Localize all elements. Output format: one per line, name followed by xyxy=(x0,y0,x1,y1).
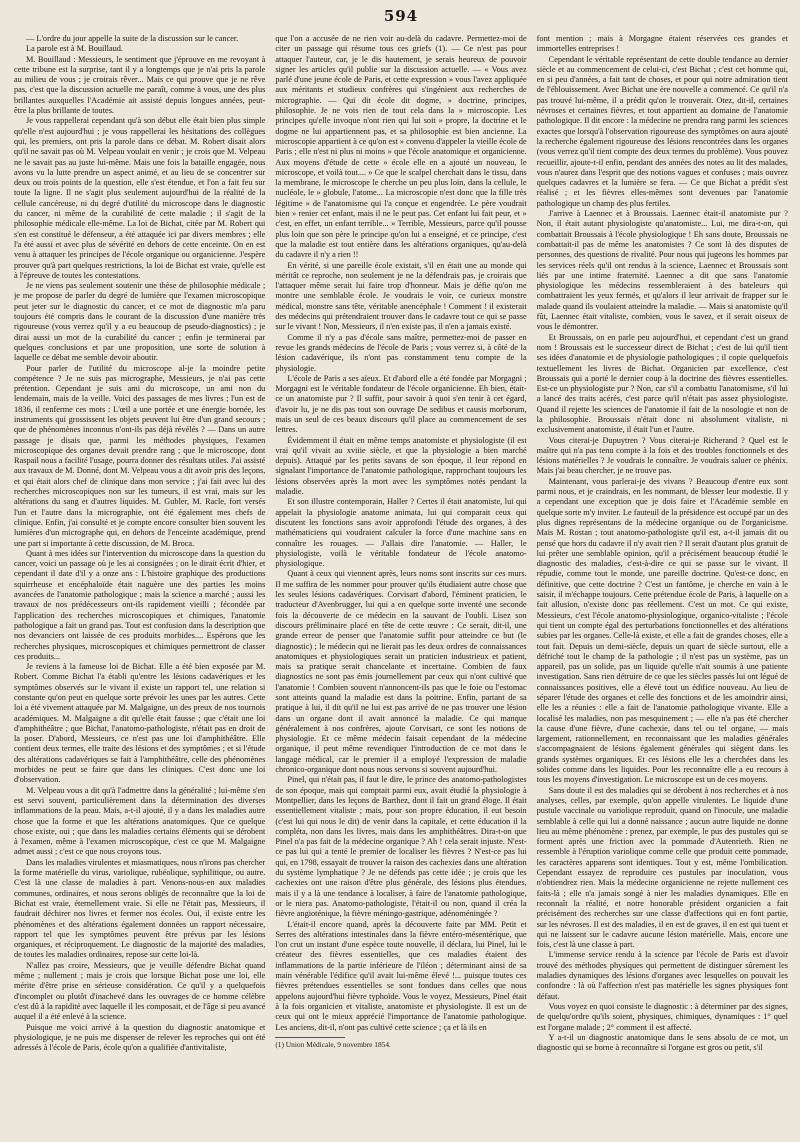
column-left xyxy=(14,34,265,1129)
paragraph: Maintenant, vous parlerai-je des vivans ? Beaucoup d'entre eux sont parmi nous, et je craindrais, en les nommant, de blesser leur modestie. Il y a cependant une exception que je dois faire et l'Académie semble en quelque sorte m'y inviter. Le fauteuil de la présidence est occupé par un des plus dignes représentans de la médecine organique ou de l'organicisme. Mais M. Rostan ; tout anatomo-pathologiste qu'il est, a-t-il jamais dit ou pensé que hors du cadavre il n'y avait rien ? Il serait d'autant plus gratuit de lui prêter une semblable opinion, qu'il a précisément beaucoup étudié le diagnostic des maladies, c'est-à-dire ce qui se passe sur le vivant. Il répudie, comme tout le monde, une pareille doctrine. Qu'est-ce donc, en définitive, que cette doctrine ? C'est un fantôme, je cherche en vain à le saisir, il m'échappe toujours. Cette prétendue école de Paris, à laquelle on a fait allusion, n'existe donc pas réellement. C'est un mot. Ce qui existe, Messieurs, c'est l'école anatomo-physiologique, organico-vitaliste ; l'école qui tient un compte égal des perturbations fonctionnelles et des altérations subies par les organes. Celle-là existe, et elle a fait de grandes choses, elle a tout fait. Depuis un demi-siècle, depuis un quart de siècle surtout, elle a défriché tout le champ de la pathologie ; il n'est pas un système, pas un appareil, pas un solide, pas un liquide qu'elle n'ait soumis à une patiente investigation. Sans rien détruire de ce que les siècles passés lui ont légué de connaissances positives, elle a élevé tout un édifice nouveau. Au lieu de séparer l'étude des organes et celle des fonctions et de les amoindrir ainsi, elle les a réunies : elle a fait de l'anatomie pathologique vivante. Elle a localisé les maladies, non pas mesquinement ; — elle n'a pas été chercher la cause d'une fièvre, d'une cachexie, dans tel ou tel organe, — mais largement, rationnellement, en reconnaissant que les maladies générales s'accompagnaient de lésions également générales qui siègent dans les grands systèmes organiques. Et ces lésions elle les a cherchées dans les solides comme dans les liquides. Pour les reconnaître elle a eu recours à tous les moyens d'investigation. Le microscope est un de ces moyens. xyxy=(536,476,788,785)
footnote-rule xyxy=(275,1037,345,1038)
paragraph: Y a-t-il un diagnostic anatomique dans le sens absolu de ce mot, un diagnostic qui se borne à reconnaître si l'organe est gros ou petit, s'il xyxy=(536,1032,788,1053)
paragraph: Puisque me voici arrivé à la question du diagnostic anatomique et physiologique, je ne puis me dispenser de relever les reproches qui ont été adressés à l'école de Paris, école qu'on a qualifiée d'antivitaliste, xyxy=(14,1022,266,1053)
paragraph: Et son illustre contemporain, Haller ? Certes il était anatomiste, lui qui appelait la physiologie anatome animata, lui qui comparait ceux qui discutent les fonctions sans avoir approfondi l'étude des organes, à des mathématiciens qui voudraient calculer la force d'une machine sans en connaître les rouages. — J'allais dire l'anatomie. — Haller, le physiologiste, voilà le véritable fondateur de l'école anatomo-physiologique. xyxy=(275,497,527,569)
paragraph: N'allez pas croire, Messieurs, que je veuille défendre Bichat quand même ; nullement ; mais je crois que lorsque Bichat pose une loi, elle mérite d'être prise en sérieuse considération. Ce qu'il y a quelquefois d'incomplet ou plutôt d'inachevé dans les ouvrages de ce homme célèbre c'est dû à la rapidité avec laquelle il les composait, et de l'âge si peu avancé auquel il a été enlevé à la science. xyxy=(14,960,266,1022)
paragraph: J'arrive à Laennec et à Broussais. Laennec était-il anatomiste pur ? Non, il était autant physiologiste qu'anatomiste... Lui, me dira-t-on, qui combattait Broussais à l'école physiologique ! Eh sans doute, Broussais ne combattait-il pas de même les anatomistes ? Ce sont là des disputes de personnes, des questions de rivalité. Pour nous qui jugeons les hommes par les services réels qu'il ont rendus à la science, Laennec et Broussais sont liés par une intime fraternité. Laennec a dit que sans l'anatomie physiologique les médecins ressembleraient à des bateleurs qui combattraient les yeux fermés, et qu'alors il leur arrivait de frapper sur le malade quand ils voulaient atteindre la maladie. — Mais si anatomiste qu'il fût, Laennec était vitaliste, combien, vous le savez, et il serait oiseux de vous le démontrer. xyxy=(536,209,788,332)
paragraph: L'école de Paris a ses aïeux. Et d'abord elle a été fondée par Morgagni ; Morgagni est le véritable fondateur de l'école organicienne. Eh bien, était-ce un anatomiste pur ? Il suffit, pour savoir à quoi s'en tenir à cet égard, d'avoir lu, je ne dis pas tout son ouvrage De sedibus et causis morborum, mais un seul de ces beaux discours qu'il place au commencement de ses lettres. xyxy=(275,373,527,435)
paragraph: Pinel, qui n'était pas, il faut le dire, le prince des anatomo-pathologistes de son époque, mais qui comptait parmi eux, avait étudié la physiologie à Montpellier, dans les leçons de Barthez, dont il fait un grand éloge. Il était essentiellement vitaliste ; mais, pour son propre éducation, il eut besoin (c'est lui qui nous le dit) de venir dans la capitale, et cette éducation il la compléta, non dans les livres, mais dans les amphithéâtres. Dira-t-on que Pinel n'a pas fait de la médecine organique ? Ah ! cela serait injuste. N'est-ce pas lui qui a tenté le premier de localiser les fièvres ? N'est-ce pas lui qui, en 1798, essayait de trouver la raison des cachexies dans une altération du système lymphatique ? Je ne défends pas cette idée ; je crois que les cachexies ont une raison d'être plus générale, des lésions plus étendues, mais il y a là une tendance à localiser, à faire de l'anatomie pathologique, or le niera pas. Anatomo-pathologiste, l'était-il ou non, quand il créa la fièvre angioténique, la fièvre méningo-gastrique, adénoméningée ? xyxy=(275,775,527,919)
paragraph: Sans doute il est des maladies qui se dérobent à nos recherches et à nos analyses, celles, par exemple, qu'on appelle virulentes. Le liquide d'une pustule vaccinale ou variolique reproduit, quand on l'inocule, une maladie semblable à celle qui lui a donné naissance ; aucun autre liquide ne donne lieu au même phénomène : prenez, par exemple, le pus des pustules qui se forment après une friction avec la pommade d'Autenrieth. Rien ne ressemble à l'éruption variolique comme celle que produit cette pommade, les caractères apparens sont identiques. Tout y est, même l'ombilication. Cependant essayez de reproduire ces pustules par inoculation, vous n'obtiendrez rien. Mais la médecine organicienne ne rejette nullement ces faits-là ; elle n'a jamais songé à nier les maladies dynamiques. Elle en reconnaît la réalité, et notre honorable président organicien a fait précisément des recherches sur une classe d'affections qui en font partie, sur les névroses. Il est des maladies, il en est de graves, il en est qui tuent et qui ne laissent sur le cadavre aucune lésion matérielle. Mais, encore une fois, c'est là une classe à part. xyxy=(536,785,788,950)
paragraph: En vérité, si une pareille école existait, s'il en était une au monde qui méritât ce reproche, non seulement je ne la défendrais pas, je croirais que l'attaquer même serait lui faire trop d'honneur. Mais je défie qu'on me montre une semblable école. Je voudrais le voir, ce curieux monstre médical, monstre sans tête, véritable anencéphale ! Comment ! il existerait des médecins qui prétendraient trouver dans le cadavre tout ce qui se passe sur le vivant ! Non, Messieurs, il n'en existe pas, il n'en a jamais existé. xyxy=(275,260,527,332)
paragraph: Évidemment il était en même temps anatomiste et physiologiste (il est vrai qu'il vivait au xviiie siècle, et que la physiologie a bien marché depuis). Attaqué par les petits savans de son époque, il leur répond en signalant l'importance de l'anatomie pathologique, rapprochant toujours les lésions observées après la mort avec les symptômes notés pendant la maladie. xyxy=(275,435,527,497)
paragraph: font mention ; mais à Morgagne étaient réservées ces grandes et immortelles entreprises ! xyxy=(536,34,788,54)
paragraph: L'était-il encore quand, après la découverte faite par MM. Petit et Serres des altérations intestinales dans la fièvre entéro-mésentérique, que l'on crut un instant d'une espèce toute nouvelle, il déclara, lui Pinel, lui le créateur des fièvres essentielles, que ces maladies étaient des inflammations de la partie inférieure de l'iléon ; déterminant ainsi de sa main vénérable l'édifice qu'il avait lui-même élevé !... puisque toutes ces fièvres prétendues essentielles se sont fondues dans celles que nous appelons aujourd'hui fièvre typhoïde. Vous le voyez, Messieurs, Pinel était à la fois organicien et vitaliste, anatomiste et physiologiste. Il est un de ceux qui ont le mieux apprécié l'importance de l'anatomie pathologique. Les anciens, dit-il, n'ont pas cultivé cette science ; ça et là ils en xyxy=(275,919,527,1032)
paragraph: Vous citerai-je Dupuytren ? Vous citerai-je Richerand ? Quel est le maître qui n'a pas tenu compte à la fois et des troubles fonctionnels et des lésions matérielles ? Je voudrais le connaître. Je voudrais saluer ce phénix. Mais j'ai beau chercher, je ne trouve pas. xyxy=(536,435,788,476)
paragraph: Quant à ceux qui viennent après, leurs noms sont inscrits sur ces murs. Il me suffira de les nommer pour prouver qu'ils étudiaient autre chose que les seules lésions cadavériques. Corvisart d'abord, l'éminent praticien, le traducteur d'Avenbrugger, lui qui a en quelque sorte inventé une seconde fois la découverte de ce médecin en la sauvant de l'oubli. Lisez son discours préliminaire placé en tête de cette œuvre : Ce serait, dit-il, une grande erreur de penser que l'anatomie suffit pour atteindre ce but (le diagnostic) ; le médecin qui ne lierait pas les deux ordres de connaissances anatomiques et physiologiques serait un praticien industrieux et patient, mais sa pratique serait chancelante et incertaine. Combien de faux diagnostics ne sont pas émis journellement par ceux qui n'ont cultivé que l'anatomie ! Combien souvent n'annoncent-ils pas que le foie ou l'estomac sont atteints quand la maladie est dans la poitrine. Enfin, partant de sa pratique à lui, il dit qu'il ne lui est pas arrivé de ne pas trouver une lésion dans un organe dont il avait annoncé la maladie. Ce qui manque généralement à nos confrères, ajoute Corvisart, ce sont les notions de physiologie. Et ce même médecin faisait cependant de la médecine organique, il peut même revendiquer l'introduction de ce mot dans le langage médical, car le premier il a employé l'expression de maladie chronico-organique dont nous nous servons si souvent aujourd'hui. xyxy=(275,569,527,775)
paragraph: Comme il n'y a pas d'école sans maître, permettez-moi de passer en revue les grands médecins de l'école de Paris ; vous verrez si, à côté de la lésion cadavérique, ils n'ont pas constamment tenu compte de la physiologie. xyxy=(275,332,527,373)
column-right xyxy=(537,34,788,1129)
paragraph: — L'ordre du jour appelle la suite de la discussion sur le cancer. xyxy=(26,34,239,43)
paragraph: L'immense service rendu à la science par l'école de Paris est d'avoir trouvé des méthodes physiques qui permettent de distinguer sûrement les maladies dynamiques des lésions d'organes avec lesquelles on pouvait les confondre : là où l'affection n'est pas matérielle les signes physiques font défaut. xyxy=(536,950,788,1001)
footnote: (1) Union Médicale, 9 novembre 1854. xyxy=(275,1039,391,1049)
text-columns xyxy=(14,34,788,1129)
column-middle xyxy=(275,34,526,1129)
paragraph: La parole est à M. Bouillaud. xyxy=(26,44,124,54)
paragraph: Je ne viens pas seulement soutenir une thèse de philosophie médicale ; je me propose de parler du degré de lumière que l'examen microscopique peut jeter sur le diagnostic du cancer, et ce mot de diagnostic m'a paru toujours été compris dans le courant de la discussion d'une manière très rigoureuse (vous verrez qu'il y a eu beaucoup de pseudo-diagnostics) ; je dirai aussi un mot de la curabilité du cancer ; enfin je terminerai par quelques conclusions et par une proposition, une sorte de solution à laquelle ce débat me semble devoir aboutir. xyxy=(14,281,266,363)
paragraph: Je vous rappellerai cependant qu'à son début elle était bien plus simple qu'elle n'est aujourd'hui ; je vous rappellerai les hésitations des collègues qui, les premiers, ont pris la parole dans ce débat. M. Robert disait alors qu'il ne savait pas où M. Velpeau voulait en venir ; je crois que M. Velpeau ne le savait pas au juste lui-même. Mais une fois la bataille engagée, nous avons vu la lutte prendre un aspect animé, et au lieu de se concentrer sur deux ou trois points de la question, elle s'est étendue, et l'on a fait feu sur toute la ligne. Il ne s'agit plus seulement aujourd'hui de la réalité de la cellule cancéreuse, ni du degré d'utilité du microscope dans le diagnostic du cancer, ni même de la curabilité de cette maladie ; il s'agit de la philosophie médicale elle-même. La loi de Bichat, citée par M. Robert qui s'en est constitué le défenseur, a été attaquée ici par divers membres ; elle l'a été aussi et avec plus de sévérité en dehors de cette enceinte. On en est venu à attaquer les principes de l'école organique ou organicienne. J'espère prouver qu'à part quelques restrictions, la loi de Bichat est vraie, qu'elle est à l'épreuve de toutes les contestations. xyxy=(14,116,266,280)
page-number: 594 xyxy=(383,7,419,25)
paragraph: M. Velpeau vous a dit qu'à l'admettre dans la généralité ; lui-même s'en est servi souvent, particulièrement dans la détermination des diverses inflammations de la peau. Mais, a-t-il ajouté, il y a dans les maladies autre chose que la forme et que les altérations anatomiques. Que ce quelque chose existe, oui ; que dans les maladies certains éléments qui se dérobent à l'examen, même à l'examen microscopique, c'est ce que M. Malgaigne admet aussi ; c'est ce que nous croyons tous. xyxy=(14,785,266,857)
paragraph: M. Bouillaud : Messieurs, le sentiment que j'éprouve en me revoyant à cette tribune est la surprise, tant il y a longtemps que je n'ai pris la parole au milieu de vous ; je croirais rêver... Mais ce qui prouve que je ne rêve pas, c'est que la discussion actuelle me paraît, comme à vous, une des plus brillantes auxquelles l'Académie ait assisté depuis longues années, peut-être la plus brillante de toutes. xyxy=(14,54,266,116)
paragraph: Vous voyez en quoi consiste le diagnostic : à déterminer par des signes, de quelqu'ordre qu'ils soient, physiques, chimiques, dynamiques : 1° quel est l'organe malade ; 2° comment il est affecté. xyxy=(536,1001,788,1032)
paragraph: Cependant le véritable représentant de cette double tendance au dernier siècle et au commencement de celui-ci, c'est Bichat ; c'est cet homme qui, en si peu d'années, a fait tant de choses, et pour qui notre admiration tient de l'éblouissement. Avec Bichat une ère nouvelle a commencé. Ce qu'il n'a pas trouvé lui-même, il a prédit qu'on le trouverait. Otez, dit-il, certaines névroses et certaines fièvres, et tout appartient au domaine de l'anatomie pathologique. Il dit encore : la médecine ne prendra rang parmi les sciences exactes que lorsqu'à l'observation rigoureuse des symptômes on aura ajouté la recherche également rigoureuse des lésions rencontrées dans les organes (vous verrez qu'il tient compte des deux termes du problème). Vous pouvez recueillir, ajoute-t-il enfin, pendant des années des notes au lit des malades, vous n'aurez dans l'esprit que des notions vagues et confuses ; mais ouvrez quelques cadavres et la lumière se fera. — Ce que Bichat a prédit s'est réalisé ; et les fièvres elles-mêmes sont devenues par l'anatomie pathologique un champ des plus fertiles. xyxy=(536,54,788,208)
paragraph: que l'on a accusée de ne rien voir au-delà du cadavre. Permettez-moi de citer un passage qui résume tous ces griefs (1). — Ce n'est pas pour attaquer l'auteur, car, je le dis hautement, je serais heureux de pouvoir signer les articles qu'il publie sur la discussion actuelle. — « Vous avez parlé d'une jeune école de Paris, et cette expression » vous l'avez appliquée aux méritants et studieux confrères qui s'ingénient aux recherches de micrographie. — Qui dit école dit dogme, » doctrine, principes, philosophie. Je ne vois rien de tout cela dans la » microscopie. Les principes qu'elle invoque n'ont rien qui lui soit » propre, la doctrine et le dogme ne lui appartiennent pas, et sa philosophie est bien ancienne. La microscopie appartient à ce qu'on est » convenu d'appeler la vieille école de Paris ; elle n'est ni plus ni moins » que l'école anatomique et organicienne. Aux moyens d'étude de cette » école elle en a ajouté un nouveau, le microscope, et voilà tout.... » Ce que le scalpel cherchait dans le tissu, dans la membrane, le microscope le cherche un peu plus loin, dans la cellule, le nucléole, le » globule, l'atome... La microscopie n'est donc que la fille très légitime » de l'anatomisme qui l'a conçue et engendrée. Le père voudrait bien » renier cet enfant, mais il ne le peut pas. Cet enfant lui fait peur, et » c'est, en effet, un enfant terrible... » Terrible, Messieurs, parce qu'il pousse plus loin que son père le principe qu'on lui a enseigné, et ce principe, c'est que la maladie est tout entière dans les altérations organiques, qu'au-delà du cadavre il n'y a rien !! xyxy=(275,34,527,260)
paragraph: Dans les maladies virulentes et miasmatiques, nous n'irons pas chercher la forme matérielle du virus, variolique, rubéolique, syphilitique, ou autre. C'est là une classe de maladies à part. Venons-nous-en aux maladies communes, ordinaires, et nous serons obligés de reconnaître que la loi de Bichat est vraie, éternellement vraie. Si elle ne l'était pas, Messieurs, il faudrait déchirer nos livres et fermer nos écoles. Oui, il existe entre les phénomènes et des altérations également données un rapport nécessaire, rapport tel que les symptômes peuvent être prévus par les lésions organiques, et réciproquement. Le diagnostic de la majorité des maladies, de toutes les maladies ordinaires, repose sur cette loi-là. xyxy=(14,857,266,960)
paragraph: Pour parler de l'utilité du microscope al-je la moindre petite compétence ? Je ne suis pas micrographe, Messieurs, je n'ai pas cette prétention. Cependant je suis ami du microscope, un ami non du lendemain, mais de la veille. Voici des passages de mes livres ; l'un est de 1836, il renferme ces mots : L'œil a une portée et une énergie bornée, les instruments qui grossissent les objets peuvent lui être d'un grand secours ; que de phénomènes inconnus n'ont-ils pas déjà révélés ? — Dans un autre passage je disais que, parmi les méthodes physiques, l'examen microscopique des organes devait prendre rang ; que le microscope, dont Raspail nous a facilité l'usage, pourra donner des résultats utiles. J'ai assisté aux travaux de M. Donné, dont M. Velpeau vous a dit avoir pris des leçons, et qui était alors chef de clinique dans mon service ; j'ai fait avec lui des recherches microscopiques non sur les tumeurs, il est vrai, mais sur les altérations du sang et d'autres liquides. M. Gubler, M. Racle, fort versés l'un et l'autre dans la micrographie, ont été également mes chefs de clinique. Enfin, j'ai consulté et je compte encore consulter bien souvent les lumières d'un micrographe qui, en dehors de l'enceinte académique, prend une part si importante à cette discussion, de M. Broca. xyxy=(14,363,266,548)
paragraph: Je reviens à la fameuse loi de Bichat. Elle a été bien exposée par M. Robert. Comme Bichat l'a établi qu'entre les lésions cadavériques et les symptômes observés sur le vivant il existe un rapport tel, une relation si constante qu'on peut en quelque sorte prévoir les unes par les autres. Cette loi a été vivement attaquée par M. Malgaigne, un des preux de nos tournois académiques. M. Malgaigne a dit qu'elle était fausse ; que c'était une loi d'amphithéâtre ; que Bichat, l'anatomo-pathologiste, n'était pas en droit de la poser. D'abord, Messieurs, ce n'est pas une loi d'amphithéâtre. Elle contient deux termes, elle traite des lésions et des symptômes ; et si l'étude des altérations cadavériques se fait à l'amphithéâtre, celle des phénomènes morbides ne peut se faire que dans les cliniques. C'est donc une loi d'observation. xyxy=(14,662,266,785)
paragraph: Et Broussais, on en parle peu aujourd'hui, et cependant c'est un grand nom ! Broussais est le successeur direct de Bichat ; c'est de lui qu'il tient ses idées d'anatomie et de physiologie pathologiques ; il copie quelquefois textuellement les livres de Bichat. Organicien par excellence, c'est Broussais qui a porté le dernier coup à la doctrine des fièvres essentielles. Est-ce un physiologiste pur ? Non, car s'il a combattu l'anatomisme, s'il lui a lancé des traits acérés, c'est parce qu'il n'était pas assez physiologiste. Quand il rejette les sciences de l'anatomie il fait de la nosologie et non de la philosophie. Broussais n'était donc ni absolument vitaliste, ni exclusivement anatomiste, il était l'un et l'autre. xyxy=(536,332,788,435)
paragraph: Quant à mes idées sur l'intervention du microscope dans la question du cancer, voici un passage où je les ai consignées ; on le dirait écrit d'hier, et cependant il date d'il y a onze ans : L'histoire graphique des productions squirrheuse et encéphaloïde était naguère une des parties les moins avancées de l'anatomie pathologique ; mais la science a marché ; aussi les travaux de nos prédécesseurs ont-ils rapidement vieilli ; fécondée par l'application des recherches microscopiques et chimiques, l'anatomie pathologique a fait un grand pas. Tout est confusion dans la description que nos devanciers ont laissée de ces produits morbides.... Espérons que les recherches physiques, microscopiques et chimiques permettront de classer ces produits... xyxy=(14,548,266,661)
